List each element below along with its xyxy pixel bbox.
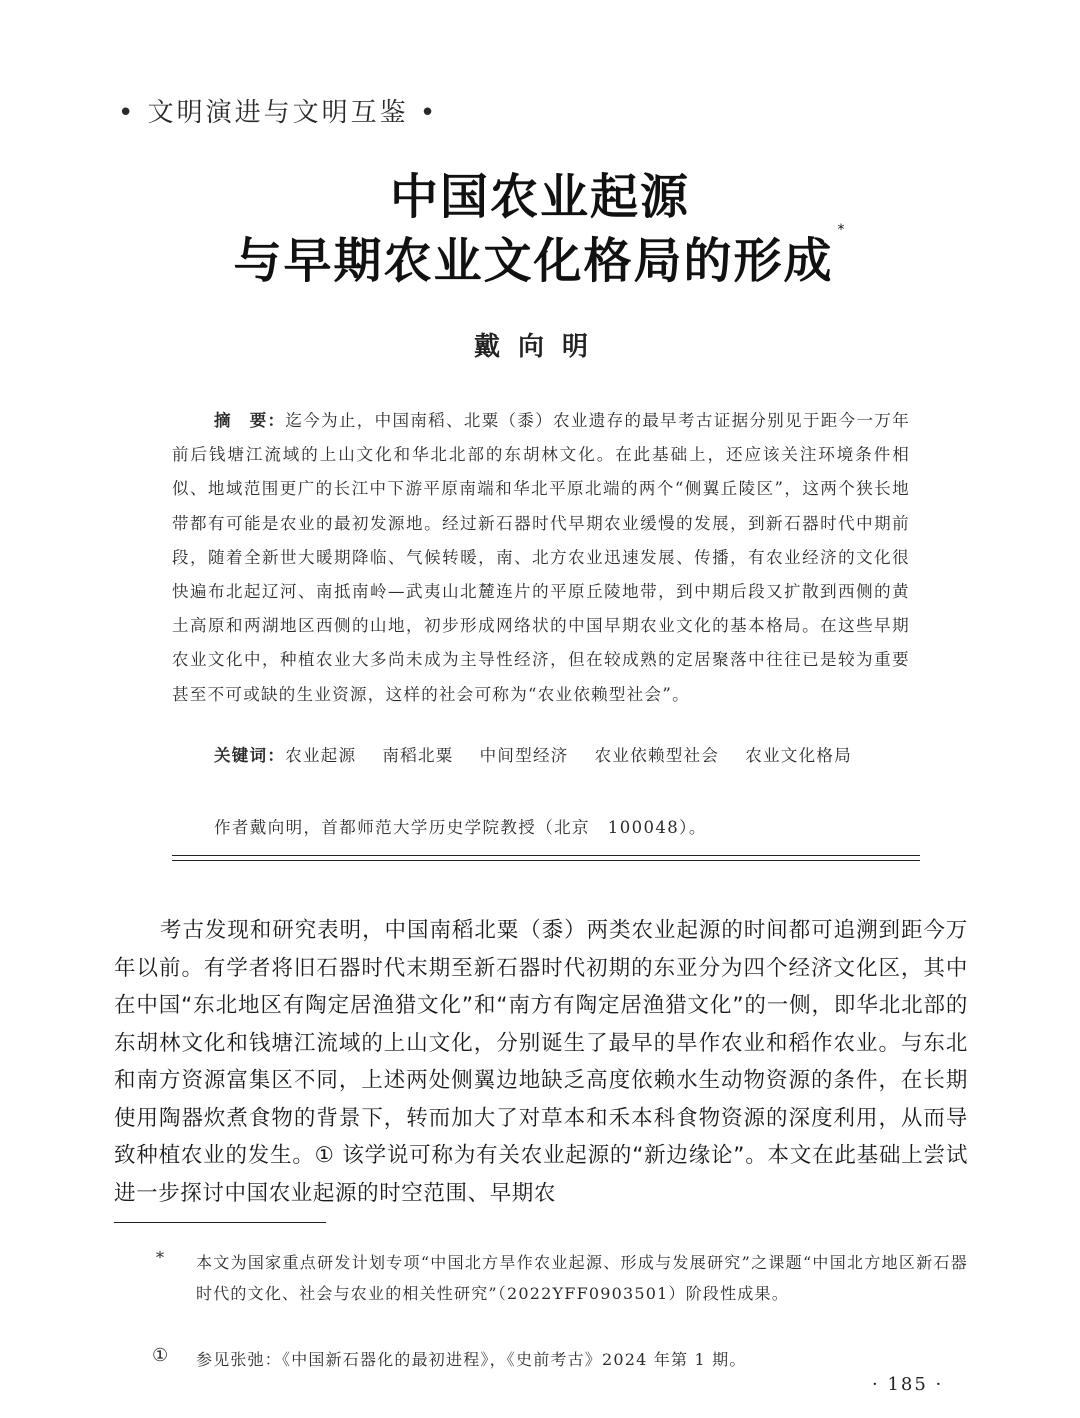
article-title-line-2 [0, 222, 1080, 291]
footnote [156, 1248, 968, 1344]
footnote-text: 本文为国家重点研发计划专项“中国北方旱作农业起源、形成与发展研究”之课题“中国北方地区新石器时代的文化、社会与农业的相关性研究”（2022YFF0903501）阶段性成果。 [196, 1253, 968, 1303]
keyword-item: 农业起源 [285, 746, 357, 765]
keyword-item: 南稻北粟 [382, 746, 454, 765]
title-footnote-mark: * [837, 222, 847, 238]
title-text-2: 与早期农业文化格局的形成 [233, 233, 834, 289]
footnote-text: 参见张弛：《中国新石器化的最初进程》，《史前考古》2024 年第 1 期。 [196, 1350, 747, 1369]
article-title-line-1 [0, 158, 1080, 227]
footnote-mark: ① [152, 1345, 170, 1366]
section-label: • 文明演进与文明互鉴 • [118, 98, 439, 128]
abstract-text: 迄今为止，中国南稻、北粟（黍）农业遗存的最早考古证据分别见于距今一万年前后钱塘江流域的上山文化和华北北部的东胡林文化。在此基础上，还应该关注环境条件相似、地域范围更广的长江中下游平原南端和华北平原北端的两个“侧翼丘陵区”，这两个狭长地带都有可能是农业的最初发源地。经过新石器时代早期农业缓慢的发展，到新石器时代中期前段，随着全新世大暖期降临、气候转暖，南、北方农业迅速发展、传播，有农业经济的文化很快遍布北起辽河、南抵南岭—武夷山北麓连片的平原丘陵地带，到中期后段又扩散到西侧的黄土高原和两湖地区西侧的山地，初步形成网络状的中国早期农业文化的基本格局。在这些早期农业文化中，种植农业大多尚未成为主导性经济，但在较成熟的定居聚落中往往已是较为重要甚至不可或缺的生业资源，这样的社会可称为“农业依赖型社会”。 [172, 411, 910, 704]
keywords [214, 742, 852, 766]
abstract [172, 404, 910, 712]
divider-rule [172, 855, 920, 856]
body-paragraph: 考古发现和研究表明，中国南稻北粟（黍）两类农业起源的时间都可追溯到距今万年以前。有学者将旧石器时代末期至新石器时代初期的东亚分为四个经济文化区，其中在中国“东北地区有陶定居渔猎文化”和“南方有陶定居渔猎文化”的一侧，即华北北部的东胡林文化和钱塘江流域的上山文化，分别诞生了最早的旱作农业和稻作农业。与东北和南方资源富集区不同，上述两处侧翼边地缺乏高度依赖水生动物资源的条件，在长期使用陶器炊煮食物的背景下，转而加大了对草本和禾本科食物资源的深度利用，从而导致种植农业的发生。① 该学说可称为有关农业起源的“新边缘论”。本文在此基础上尝试进一步探讨中国农业起源的时空范围、早期农 [114, 918, 968, 1206]
abstract-label: 摘 要： [214, 411, 286, 430]
author-name: 戴向明 [473, 332, 606, 362]
divider-rule [172, 860, 920, 861]
footnote-divider [114, 1222, 326, 1223]
footnote-mark: * [156, 1248, 166, 1267]
footnote [152, 1345, 968, 1377]
keywords-label: 关键词： [214, 746, 286, 765]
author-affiliation: 作者戴向明，首都师范大学历史学院教授（北京 100048）。 [214, 818, 707, 837]
keyword-item: 中间型经济 [479, 746, 569, 765]
page-number: · 185 · [872, 1374, 944, 1395]
keyword-item: 农业文化格局 [745, 746, 853, 765]
keyword-item: 农业依赖型社会 [594, 746, 720, 765]
title-text-1: 中国农业起源 [389, 169, 690, 225]
